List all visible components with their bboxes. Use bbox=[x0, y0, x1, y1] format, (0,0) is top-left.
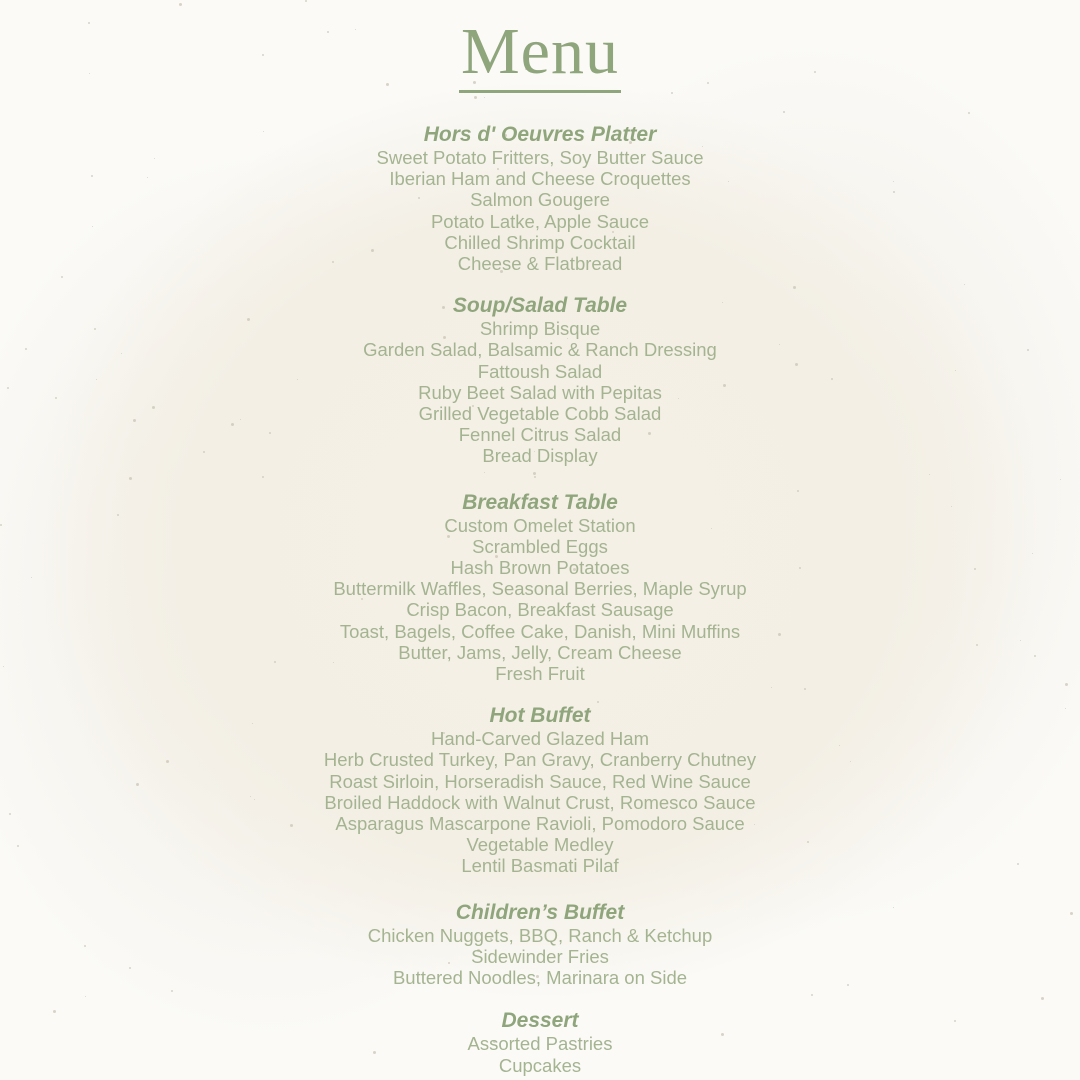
menu-item: Roast Sirloin, Horseradish Sauce, Red Wine Sauce bbox=[329, 770, 751, 792]
section-heading: Hot Buffet bbox=[489, 704, 591, 728]
menu-item: Buttermilk Waffles, Seasonal Berries, Maple Syrup bbox=[333, 578, 747, 600]
menu-item: Cupcakes bbox=[498, 1054, 582, 1076]
menu-item: Custom Omelet Station bbox=[444, 514, 636, 536]
menu-title: Menu bbox=[459, 14, 621, 93]
menu-section-hors-doeuvres bbox=[0, 123, 1080, 274]
menu-item: Broiled Haddock with Walnut Crust, Romesco Sauce bbox=[324, 791, 756, 813]
menu-section-breakfast bbox=[0, 491, 1080, 685]
menu-item: Vegetable Medley bbox=[466, 834, 614, 856]
menu-item: Herb Crusted Turkey, Pan Gravy, Cranberry Chutney bbox=[323, 749, 757, 771]
menu-item: Assorted Pastries bbox=[467, 1033, 613, 1055]
menu-item: Buttered Noodles, Marinara on Side bbox=[392, 967, 688, 989]
menu-item: Sweet Potato Fritters, Soy Butter Sauce bbox=[376, 147, 704, 168]
menu-item: Sidewinder Fries bbox=[471, 945, 609, 967]
section-heading: Children’s Buffet bbox=[455, 900, 625, 924]
menu-item: Grilled Vegetable Cobb Salad bbox=[418, 403, 662, 425]
menu-item: Fennel Citrus Salad bbox=[458, 424, 622, 446]
menu-item: Cheese & Flatbread bbox=[457, 253, 623, 275]
menu-item: Chicken Nuggets, BBQ, Ranch & Ketchup bbox=[367, 924, 713, 946]
menu-section-childrens-buffet bbox=[0, 901, 1080, 989]
menu-section-soup-salad bbox=[0, 294, 1080, 466]
section-heading: Hors d' Oeuvres Platter bbox=[423, 123, 657, 146]
menu-item: Hash Brown Potatoes bbox=[450, 557, 630, 579]
menu-item: Shrimp Bisque bbox=[479, 318, 601, 340]
menu-section-hot-buffet bbox=[0, 704, 1080, 876]
menu-item: Scrambled Eggs bbox=[472, 535, 608, 557]
menu-item: Crisp Bacon, Breakfast Sausage bbox=[406, 599, 674, 621]
menu-item: Potato Latke, Apple Sauce bbox=[430, 210, 650, 232]
menu-item: Salmon Gougere bbox=[470, 189, 610, 211]
menu-item: Asparagus Mascarpone Ravioli, Pomodoro Sauce bbox=[335, 813, 745, 835]
menu-item: Fattoush Salad bbox=[477, 360, 603, 382]
menu-item: Chilled Shrimp Cocktail bbox=[444, 231, 636, 253]
menu-item: Garden Salad, Balsamic & Ranch Dressing bbox=[363, 339, 717, 361]
menu-item: Lentil Basmati Pilaf bbox=[461, 855, 619, 877]
section-heading: Breakfast Table bbox=[462, 490, 618, 514]
section-heading: Soup/Salad Table bbox=[452, 294, 628, 318]
menu-section-dessert bbox=[0, 1009, 1080, 1075]
menu-item: Butter, Jams, Jelly, Cream Cheese bbox=[398, 641, 682, 663]
menu-item: Iberian Ham and Cheese Croquettes bbox=[389, 168, 691, 190]
menu-item: Bread Display bbox=[482, 445, 598, 467]
menu-item: Hand-Carved Glazed Ham bbox=[431, 728, 649, 750]
section-heading: Dessert bbox=[501, 1009, 579, 1033]
menu-item: Toast, Bagels, Coffee Cake, Danish, Mini Muffins bbox=[339, 620, 741, 642]
menu-item: Ruby Beet Salad with Pepitas bbox=[418, 381, 662, 403]
menu-item: Fresh Fruit bbox=[495, 663, 585, 685]
